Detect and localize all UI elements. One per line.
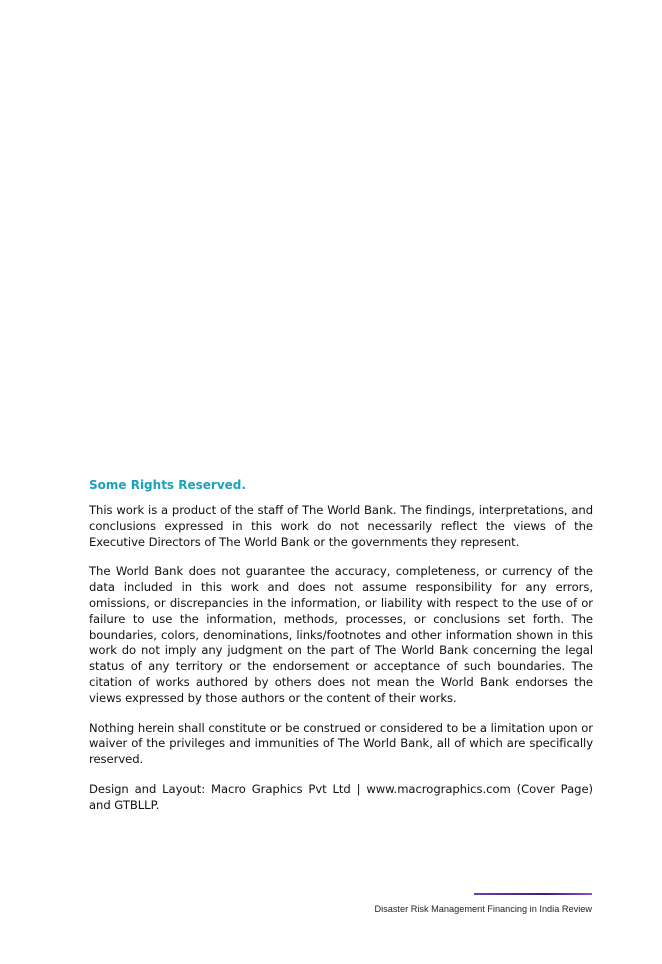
rights-section	[89, 477, 593, 828]
paragraph-design-credits: Design and Layout: Macro Graphics Pvt Ltd | www.macrographics.com (Cover Page) and GTBLLP.	[89, 781, 593, 812]
paragraph-disclaimer: The World Bank does not guarantee the accuracy, completeness, or currency of the data included in this work and does not assume responsibility for any errors, omissions, or discrepancies in the information, or liability with respect to the use of or failure to use the information, methods, processes, or conclusions set forth. The boundaries, colors, denominations, links/footnotes and other information shown in this work do not imply any judgment on the part of The World Bank concerning the legal status of any territory or the endorsement or acceptance of such boundaries. The citation of works authored by others does not mean the World Bank endorses the views expressed by those authors or the content of their works.	[89, 564, 593, 705]
rights-heading: Some Rights Reserved.	[89, 478, 246, 492]
paragraph-product-of-staff: This work is a product of the staff of The World Bank. The findings, interpretations, and conclusions expressed in this work do not necessarily reflect the views of the Executive Directors of The World Bank or the governments they represent.	[89, 503, 593, 549]
footer-title: Disaster Risk Management Financing in India Review	[374, 904, 592, 914]
footer-accent-line	[474, 893, 592, 895]
paragraph-privileges: Nothing herein shall constitute or be construed or considered to be a limitation upon or waiver of the privileges and immunities of The World Bank, all of which are specifically reserved.	[89, 720, 593, 767]
